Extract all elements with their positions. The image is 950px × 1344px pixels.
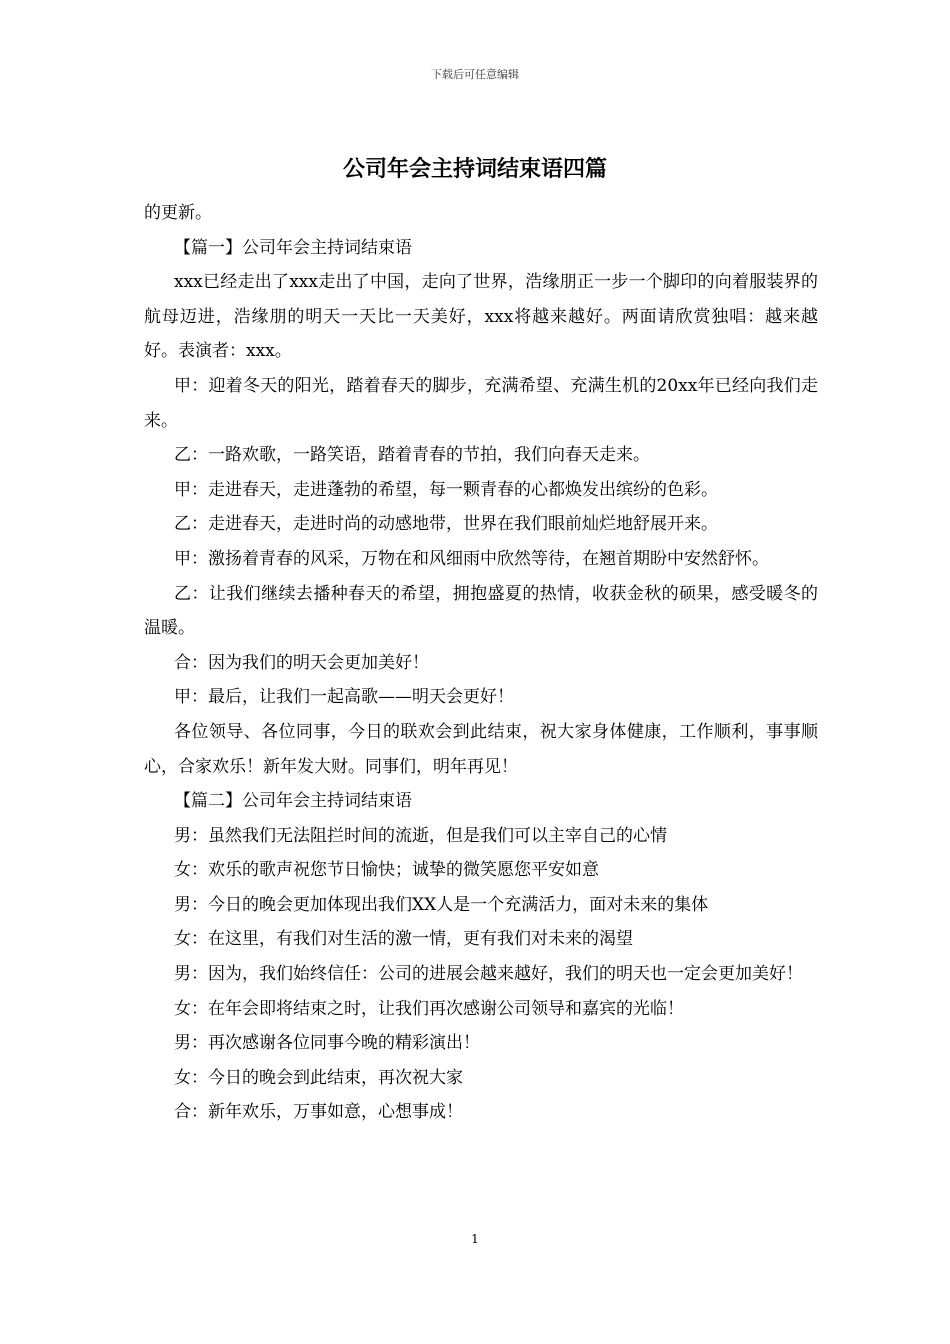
body-paragraph: 【篇一】公司年会主持词结束语 — [174, 237, 412, 258]
body-paragraph: 男：今日的晚会更加体现出我们XX人是一个充满活力，面对未来的集体 — [174, 894, 709, 915]
page-number: 1 — [471, 1232, 479, 1246]
body-paragraph: 甲：走进春天，走进蓬勃的希望，每一颗青春的心都焕发出缤纷的色彩。 — [174, 479, 718, 500]
body-paragraph: 乙：让我们继续去播种春天的希望，拥抱盛夏的热情，收获金秋的硕果，感受暖冬的温暖。 — [144, 583, 818, 639]
document-title: 公司年会主持词结束语四篇 — [342, 156, 607, 182]
body-paragraph: 的更新。 — [144, 203, 212, 223]
body-paragraph: 合：新年欢乐，万事如意，心想事成！ — [174, 1102, 463, 1123]
body-paragraph: 【篇二】公司年会主持词结束语 — [174, 791, 412, 812]
body-paragraph: 男：虽然我们无法阻拦时间的流逝，但是我们可以主宰自己的心情 — [174, 825, 667, 846]
body-paragraph: 女：在年会即将结束之时，让我们再次感谢公司领导和嘉宾的光临！ — [174, 998, 684, 1019]
body-paragraph: 男：因为，我们始终信任：公司的进展会越来越好，我们的明天也一定会更加美好！ — [174, 964, 803, 985]
body-paragraph: 合：因为我们的明天会更加美好！ — [174, 652, 429, 673]
body-paragraph: 乙：走进春天，走进时尚的动感地带，世界在我们眼前灿烂地舒展开来。 — [174, 514, 718, 535]
body-paragraph: 女：在这里，有我们对生活的激一情，更有我们对未来的渴望 — [174, 929, 633, 950]
body-paragraph: 女：今日的晚会到此结束，再次祝大家 — [174, 1067, 463, 1088]
page-header-note: 下载后可任意编辑 — [431, 68, 519, 81]
body-paragraph: 各位领导、各位同事，今日的联欢会到此结束，祝大家身体健康，工作顺利，事事顺心，合家欢乐！新年发大财。同事们，明年再见！ — [144, 721, 818, 777]
body-paragraph: 女：欢乐的歌声祝您节日愉快；诚挚的微笑愿您平安如意 — [174, 860, 599, 881]
document-body — [144, 196, 818, 1130]
body-paragraph: 甲：迎着冬天的阳光，踏着春天的脚步，充满希望、充满生机的20xx年已经向我们走来。 — [144, 375, 818, 431]
body-paragraph: 甲：激扬着青春的风采，万物在和风细雨中欣然等待，在翘首期盼中安然舒怀。 — [174, 548, 769, 569]
body-paragraph: 男：再次感谢各位同事今晚的精彩演出！ — [174, 1033, 480, 1054]
body-paragraph: xxx已经走出了xxx走出了中国，走向了世界，浩缘朋正一步一个脚印的向着服装界的航母迈进，浩缘朋的明天一天比一天美好，xxx将越来越好。两面请欣赏独唱：越来越好。表演者：xxx。 — [144, 272, 818, 362]
body-paragraph: 乙：一路欢歌，一路笑语，踏着青春的节拍，我们向春天走来。 — [174, 445, 650, 466]
body-paragraph: 甲：最后，让我们一起高歌——明天会更好！ — [174, 687, 514, 708]
